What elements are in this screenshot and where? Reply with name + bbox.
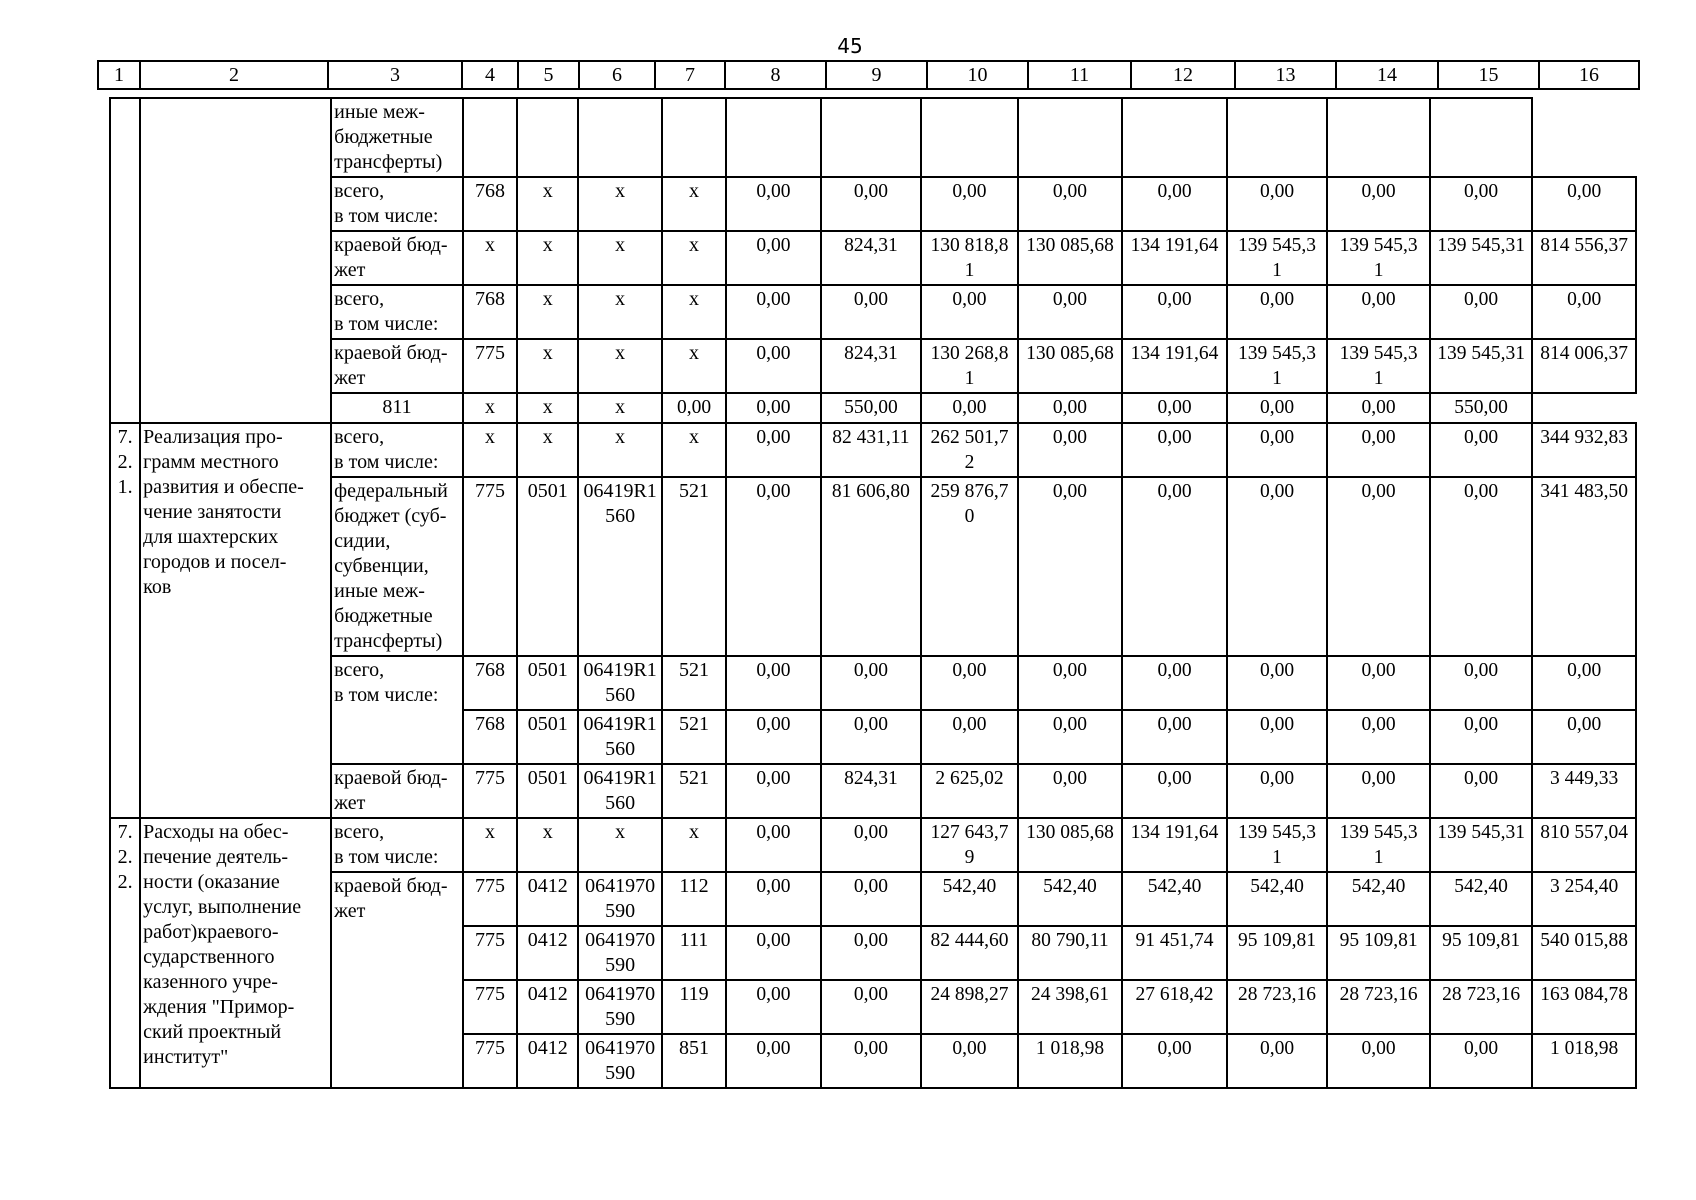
cell-col-13: 0,00 [1227,710,1328,764]
section-number-cell [110,98,140,423]
cell-col-14: 139 545,3 1 [1327,818,1430,872]
cell-col-5: 0501 [517,710,578,764]
table-row [110,285,1636,339]
cell-col-8: 0,00 [726,1034,820,1088]
cell-col-10: 262 501,7 2 [921,423,1018,477]
cell-col-16: 341 483,50 [1532,477,1636,656]
cell-col-7: x [662,231,726,285]
cell-col-6: 0641970 590 [578,872,661,926]
cell-col-7: 119 [662,980,726,1034]
cell-col-8: 0,00 [662,393,726,423]
cell-col-4: x [463,818,517,872]
cell-col-9: 0,00 [821,710,922,764]
table-row [110,764,1636,818]
cell-col-5: 0412 [517,1034,578,1088]
cell-col-15: 0,00 [1430,710,1533,764]
header-cell: 15 [1438,61,1539,89]
cell-col-6: x [578,423,661,477]
cell-col-13: 0,00 [1227,1034,1328,1088]
cell-col-8: 0,00 [726,285,820,339]
funding-source-cell: краевой бюд- жет [331,764,463,818]
cell-col-15: 139 545,31 [1430,818,1533,872]
cell-col-12: 134 191,64 [1122,818,1227,872]
cell-col-4: 768 [463,656,517,710]
funding-source-cell: всего, в том числе: [331,177,463,231]
cell-col-10: 542,40 [921,872,1018,926]
budget-table [109,97,1637,1089]
cell-col-15: 0,00 [1430,477,1533,656]
cell-col-13: 0,00 [1227,423,1328,477]
cell-col-4: 775 [463,1034,517,1088]
cell-col-5: x [517,231,578,285]
cell-col-13: 0,00 [1227,656,1328,710]
cell-col-6: 06419R1 560 [578,477,661,656]
cell-col-14: 0,00 [1327,177,1430,231]
cell-col-14: 542,40 [1327,872,1430,926]
table-row [110,98,1636,177]
cell-col-6: x [578,177,661,231]
cell-col-16: 0,00 [1532,285,1636,339]
cell-col-15: 0,00 [1430,656,1533,710]
cell-col-15: 0,00 [1327,393,1430,423]
cell-col-7: x [662,177,726,231]
cell-col-12: 0,00 [1122,423,1227,477]
column-number-header [97,60,1640,90]
funding-source-cell: иные меж- бюджетные трансферты) [331,98,463,177]
cell-col-7: x [662,423,726,477]
header-cell: 10 [927,61,1028,89]
cell-col-13: 542,40 [1227,872,1328,926]
cell-col-14: 0,00 [1227,393,1328,423]
cell-col-11: 0,00 [1018,710,1123,764]
cell-col-12: 0,00 [1122,285,1227,339]
cell-col-10: 130 268,8 1 [921,339,1018,393]
cell-col-16: 540 015,88 [1532,926,1636,980]
cell-col-16: 3 254,40 [1532,872,1636,926]
cell-col-11: 0,00 [1018,285,1123,339]
cell-col-8: 0,00 [726,339,820,393]
cell-col-9: 0,00 [821,926,922,980]
cell-col-12: 0,00 [1122,177,1227,231]
cell-col-8: 0,00 [726,710,820,764]
cell-col-12: 542,40 [1122,872,1227,926]
section-name-cell: Реализация про- грамм местного развития и обеспе- чение занятости для шахтерских городов и посел- ков [140,423,331,818]
funding-source-cell: всего, в том числе: [331,285,463,339]
header-cell: 5 [518,61,579,89]
cell-col-8: 0,00 [726,926,820,980]
cell-col-11: 0,00 [1018,764,1123,818]
table-row [110,872,1636,926]
cell-col-10: 0,00 [921,1034,1018,1088]
cell-col-13: 28 723,16 [1227,980,1328,1034]
cell-col-9: 0,00 [821,980,922,1034]
cell-col-7: 521 [662,764,726,818]
cell-col-11: 0,00 [1018,477,1123,656]
header-cell: 12 [1131,61,1235,89]
cell-col-7: 851 [662,1034,726,1088]
cell-col-16: 0,00 [1532,656,1636,710]
cell-col-13: 0,00 [1227,177,1328,231]
cell-col-12: 0,00 [1122,656,1227,710]
cell-col-15: 0,00 [1430,177,1533,231]
cell-col-7: 521 [662,477,726,656]
cell-col-15: 139 545,31 [1430,231,1533,285]
cell-col-15: 0,00 [1430,285,1533,339]
cell-col-5: 0501 [517,764,578,818]
cell-col-12: 0,00 [1122,764,1227,818]
cell-col-4: 775 [463,872,517,926]
cell-col-13: 139 545,3 1 [1227,231,1328,285]
cell-col-16: 0,00 [1532,177,1636,231]
cell-col-5: x [517,285,578,339]
cell-col-5: 0412 [517,980,578,1034]
cell-col-6: x [578,818,661,872]
cell-col-16: 814 006,37 [1532,339,1636,393]
cell-col-4: x [463,423,517,477]
cell-col-9: 0,00 [821,177,922,231]
cell-col-4: 811 [331,393,463,423]
section-number-cell: 7.2. 1. [110,423,140,818]
header-cell: 8 [725,61,826,89]
cell-col-14: 0,00 [1327,710,1430,764]
cell-col-11: 1 018,98 [1018,1034,1123,1088]
cell-col-10: 82 444,60 [921,926,1018,980]
cell-col-4: 775 [463,339,517,393]
cell-col-9: 82 431,11 [821,423,922,477]
cell-col-15: 139 545,31 [1430,339,1533,393]
cell-col-15: 95 109,81 [1430,926,1533,980]
cell-col-5: x [517,818,578,872]
header-cell: 13 [1235,61,1336,89]
cell-col-8: 0,00 [726,980,820,1034]
cell-col-6: 06419R1 560 [578,764,661,818]
funding-source-cell: федеральный бюджет (суб- сидии, субвенции, иные меж- бюджетные трансферты) [331,477,463,656]
cell-col-5: x [517,339,578,393]
cell-col-16: 810 557,04 [1532,818,1636,872]
cell-col-11: 130 085,68 [1018,818,1123,872]
cell-col-4: 768 [463,177,517,231]
funding-source-cell: всего, в том числе: [331,818,463,872]
cell-col-10: 24 898,27 [921,980,1018,1034]
cell-col-15: 0,00 [1430,764,1533,818]
section-name-cell: Расходы на обес- печение деятель- ности (оказание услуг, выполнение работ)краевого- сударственного казенного учре- ждения "Примор- ский проектный институт" [140,818,331,1088]
cell-col-16: 3 449,33 [1532,764,1636,818]
cell-col-6: x [578,285,661,339]
cell-col-7: 521 [662,656,726,710]
cell-col-4: 775 [463,926,517,980]
cell-col-13: 0,00 [1227,285,1328,339]
cell-col-14: 0,00 [1327,477,1430,656]
funding-source-cell: краевой бюд- жет [331,872,463,1088]
cell-col-14: 28 723,16 [1327,980,1430,1034]
cell-col-4: x [463,231,517,285]
cell-col-7: x [578,393,661,423]
header-cell: 4 [462,61,518,89]
cell-col-16: 814 556,37 [1532,231,1636,285]
cell-col-11: 0,00 [1018,423,1123,477]
cell-col-15: 0,00 [1430,1034,1533,1088]
cell-col-8: 0,00 [726,764,820,818]
cell-col-6: x [578,339,661,393]
cell-col-14: 139 545,3 1 [1327,339,1430,393]
cell-col-16: 0,00 [1532,710,1636,764]
cell-col-7: x [662,339,726,393]
cell-col-12: 0,00 [1122,477,1227,656]
table-row [110,656,1636,710]
cell-col-5: 0412 [517,926,578,980]
header-cell: 11 [1028,61,1131,89]
cell-col-16: 550,00 [1430,393,1533,423]
cell-col-13: 0,00 [1227,764,1328,818]
cell-col-12: 0,00 [1122,1034,1227,1088]
cell-col-9: 0,00 [821,285,922,339]
table-row [110,423,1636,477]
page-number: 45 [837,34,863,58]
cell-col-6: x [517,393,578,423]
cell-col-12: 91 451,74 [1122,926,1227,980]
cell-col-8: 0,00 [726,872,820,926]
funding-source-cell: краевой бюд- жет [331,339,463,393]
cell-col-10: 0,00 [921,656,1018,710]
cell-col-6: x [578,231,661,285]
cell-col-11: 130 085,68 [1018,231,1123,285]
cell-col-15: 28 723,16 [1430,980,1533,1034]
cell-col-6: 06419R1 560 [578,656,661,710]
header-cell: 7 [655,61,725,89]
cell-col-6: 0641970 590 [578,1034,661,1088]
section-number-cell: 7.2. 2. [110,818,140,1088]
cell-col-7: x [662,818,726,872]
header-cell: 1 [98,61,140,89]
header-cell: 3 [328,61,462,89]
cell-col-4: 768 [463,710,517,764]
cell-col-5: x [517,177,578,231]
cell-col-14: 0,00 [1327,656,1430,710]
table-row [110,177,1636,231]
cell-col-10: 550,00 [821,393,922,423]
header-row [98,61,1639,89]
cell-col-5: x [463,393,517,423]
cell-col-9: 824,31 [821,764,922,818]
cell-col-10: 2 625,02 [921,764,1018,818]
cell-col-13: 0,00 [1122,393,1227,423]
cell-col-4: 775 [463,980,517,1034]
cell-col-8: 0,00 [726,177,820,231]
cell-col-9: 0,00 [821,656,922,710]
cell-col-15: 0,00 [1430,423,1533,477]
cell-col-8: 0,00 [726,818,820,872]
funding-source-cell: всего, в том числе: [331,423,463,477]
cell-col-13: 95 109,81 [1227,926,1328,980]
cell-col-10: 0,00 [921,710,1018,764]
table-row [110,339,1636,393]
cell-col-5: x [517,423,578,477]
cell-col-11: 0,00 [921,393,1018,423]
cell-col-11: 80 790,11 [1018,926,1123,980]
cell-col-16: 344 932,83 [1532,423,1636,477]
section-name-cell [140,98,331,423]
table-row [110,231,1636,285]
cell-col-7: 112 [662,872,726,926]
cell-col-14: 0,00 [1327,1034,1430,1088]
cell-col-9: 81 606,80 [821,477,922,656]
cell-col-8: 0,00 [726,423,820,477]
header-cell: 2 [140,61,328,89]
cell-col-10: 0,00 [921,285,1018,339]
cell-col-14: 0,00 [1327,764,1430,818]
cell-col-8: 0,00 [726,231,820,285]
cell-col-9: 0,00 [821,1034,922,1088]
cell-col-4: 775 [463,477,517,656]
cell-col-9: 0,00 [821,818,922,872]
cell-col-11: 0,00 [1018,656,1123,710]
cell-col-5: 0501 [517,477,578,656]
cell-col-13: 139 545,3 1 [1227,339,1328,393]
cell-col-14: 0,00 [1327,285,1430,339]
cell-col-7: x [662,285,726,339]
cell-col-10: 0,00 [921,177,1018,231]
header-cell: 16 [1539,61,1639,89]
funding-source-cell: краевой бюд- жет [331,231,463,285]
cell-col-6: 0641970 590 [578,980,661,1034]
cell-col-13: 139 545,3 1 [1227,818,1328,872]
cell-col-16: 163 084,78 [1532,980,1636,1034]
cell-col-13: 0,00 [1227,477,1328,656]
funding-source-cell: всего, в том числе: [331,656,463,764]
cell-col-11: 24 398,61 [1018,980,1123,1034]
cell-col-6: 0641970 590 [578,926,661,980]
cell-col-11: 542,40 [1018,872,1123,926]
table-row [110,818,1636,872]
cell-col-4: 768 [463,285,517,339]
cell-col-9: 0,00 [821,872,922,926]
cell-col-11: 0,00 [1018,177,1123,231]
cell-col-16: 1 018,98 [1532,1034,1636,1088]
table-row [110,393,1636,423]
cell-col-4: 775 [463,764,517,818]
cell-col-9: 824,31 [821,339,922,393]
cell-col-9: 0,00 [726,393,820,423]
cell-col-6: 06419R1 560 [578,710,661,764]
cell-col-15: 542,40 [1430,872,1533,926]
cell-col-7: 111 [662,926,726,980]
header-cell: 9 [826,61,927,89]
cell-col-11: 130 085,68 [1018,339,1123,393]
cell-col-10: 259 876,7 0 [921,477,1018,656]
cell-col-12: 0,00 [1018,393,1123,423]
table-row [110,477,1636,656]
cell-col-14: 95 109,81 [1327,926,1430,980]
header-cell: 6 [579,61,655,89]
cell-col-12: 134 191,64 [1122,339,1227,393]
cell-col-14: 139 545,3 1 [1327,231,1430,285]
cell-col-7: 521 [662,710,726,764]
cell-col-12: 134 191,64 [1122,231,1227,285]
cell-col-5: 0501 [517,656,578,710]
cell-col-8: 0,00 [726,477,820,656]
cell-col-8: 0,00 [726,656,820,710]
header-cell: 14 [1336,61,1438,89]
cell-col-10: 127 643,7 9 [921,818,1018,872]
cell-col-5: 0412 [517,872,578,926]
cell-col-12: 0,00 [1122,710,1227,764]
cell-col-14: 0,00 [1327,423,1430,477]
cell-col-9: 824,31 [821,231,922,285]
cell-col-10: 130 818,8 1 [921,231,1018,285]
cell-col-12: 27 618,42 [1122,980,1227,1034]
